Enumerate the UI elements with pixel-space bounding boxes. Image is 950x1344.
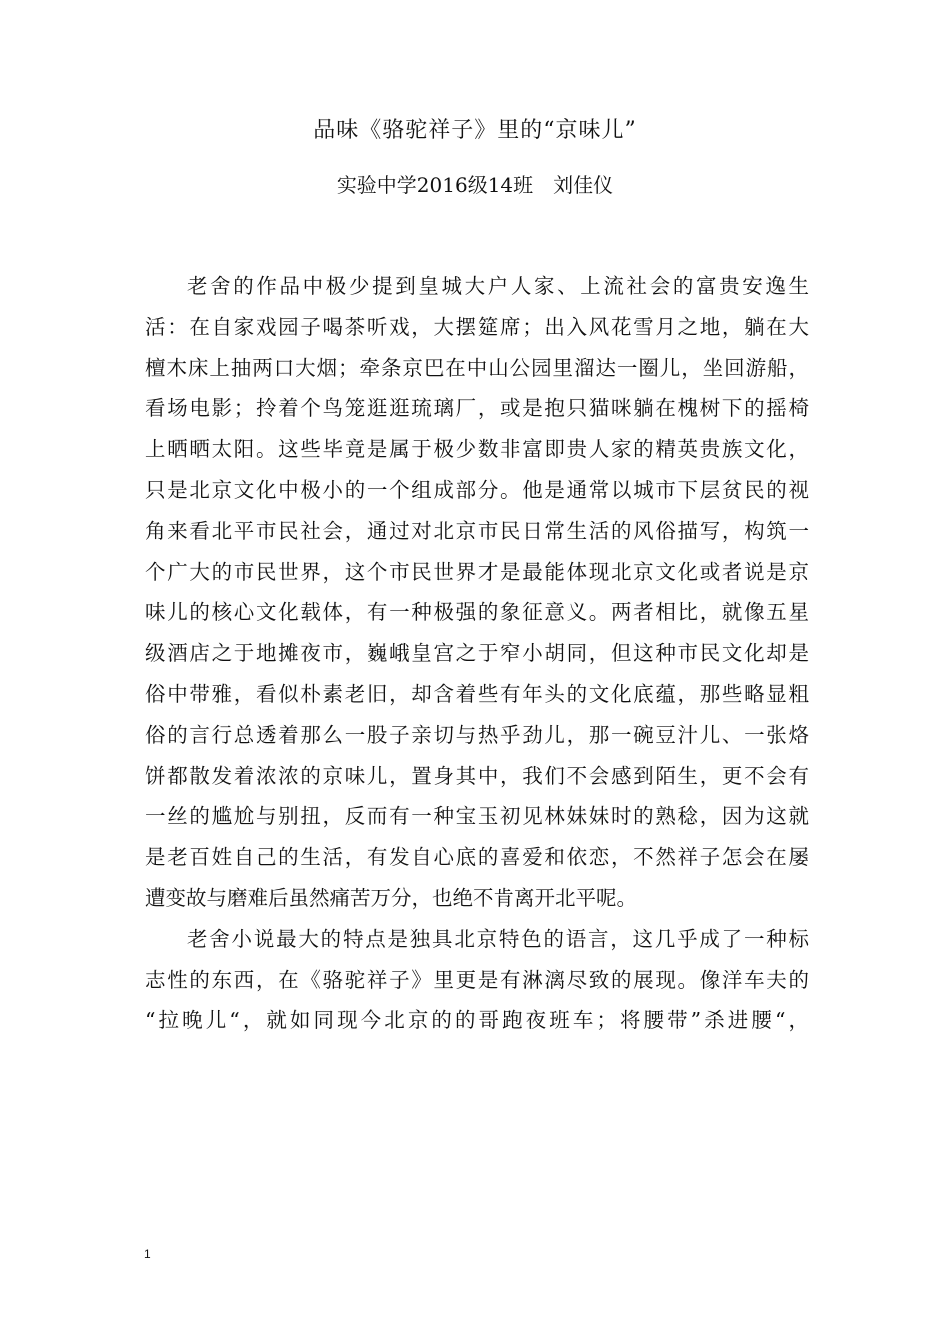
paragraph-1-line-2: 活：在自家戏园子喝茶听戏，大摆筵席；出入风花雪月之地，躺在大	[145, 314, 809, 339]
document-byline: 实验中学2016级14班 刘佳仪	[336, 173, 614, 197]
paragraph-1-line-13: 饼都散发着浓浓的京味儿，置身其中，我们不会感到陌生，更不会有	[145, 763, 809, 788]
paragraph-1-line-3: 檀木床上抽两口大烟；牵条京巴在中山公园里溜达一圈儿，坐回游船，	[145, 355, 809, 380]
paragraph-1-line-1: 老舍的作品中极少提到皇城大户人家、上流社会的富贵安逸生	[187, 274, 809, 298]
document-title: 品味《骆驼祥子》里的“京味儿”	[313, 118, 637, 143]
paragraph-1-line-8: 个广大的市民世界，这个市民世界才是最能体现北京文化或者说是京	[145, 559, 809, 584]
paragraph-1-line-11: 俗中带雅，看似朴素老旧，却含着些有年头的文化底蕴，那些略显粗	[145, 681, 809, 706]
paragraph-2-line-2: 志性的东西，在《骆驼祥子》里更是有淋漓尽致的展现。像洋车夫的	[145, 967, 809, 992]
paragraph-1-line-4: 看场电影；拎着个鸟笼逛逛琉璃厂，或是抱只猫咪躺在槐树下的摇椅	[145, 396, 809, 421]
paragraph-1-line-6: 只是北京文化中极小的一个组成部分。他是通常以城市下层贫民的视	[145, 477, 809, 502]
paragraph-2-line-3: “拉晚儿“，就如同现今北京的的哥跑夜班车；将腰带”杀进腰“，	[145, 1008, 809, 1033]
paragraph-1-line-5: 上晒晒太阳。这些毕竟是属于极少数非富即贵人家的精英贵族文化，	[145, 437, 809, 462]
paragraph-1-line-12: 俗的言行总透着那么一股子亲切与热乎劲儿，那一碗豆汁儿、一张烙	[145, 722, 809, 747]
paragraph-2-line-1: 老舍小说最大的特点是独具北京特色的语言，这几乎成了一种标	[187, 926, 809, 951]
page-number: 1	[144, 1247, 151, 1261]
paragraph-1-line-9: 味儿的核心文化载体，有一种极强的象征意义。两者相比，就像五星	[145, 600, 809, 625]
paragraph-1-line-7: 角来看北平市民社会，通过对北京市民日常生活的风俗描写，构筑一	[145, 518, 809, 543]
paragraph-1-line-10: 级酒店之于地摊夜市，巍峨皇宫之于窄小胡同，但这种市民文化却是	[145, 641, 809, 666]
paragraph-1-line-16: 遭变故与磨难后虽然痛苦万分，也绝不肯离开北平呢。	[145, 885, 637, 910]
paragraph-1-line-14: 一丝的尴尬与别扭，反而有一种宝玉初见林妹妹时的熟稔，因为这就	[145, 804, 809, 829]
document-body	[145, 266, 809, 1041]
paragraph-1-line-15: 是老百姓自己的生活，有发自心底的喜爱和依恋，不然祥子怎会在屡	[145, 845, 809, 870]
